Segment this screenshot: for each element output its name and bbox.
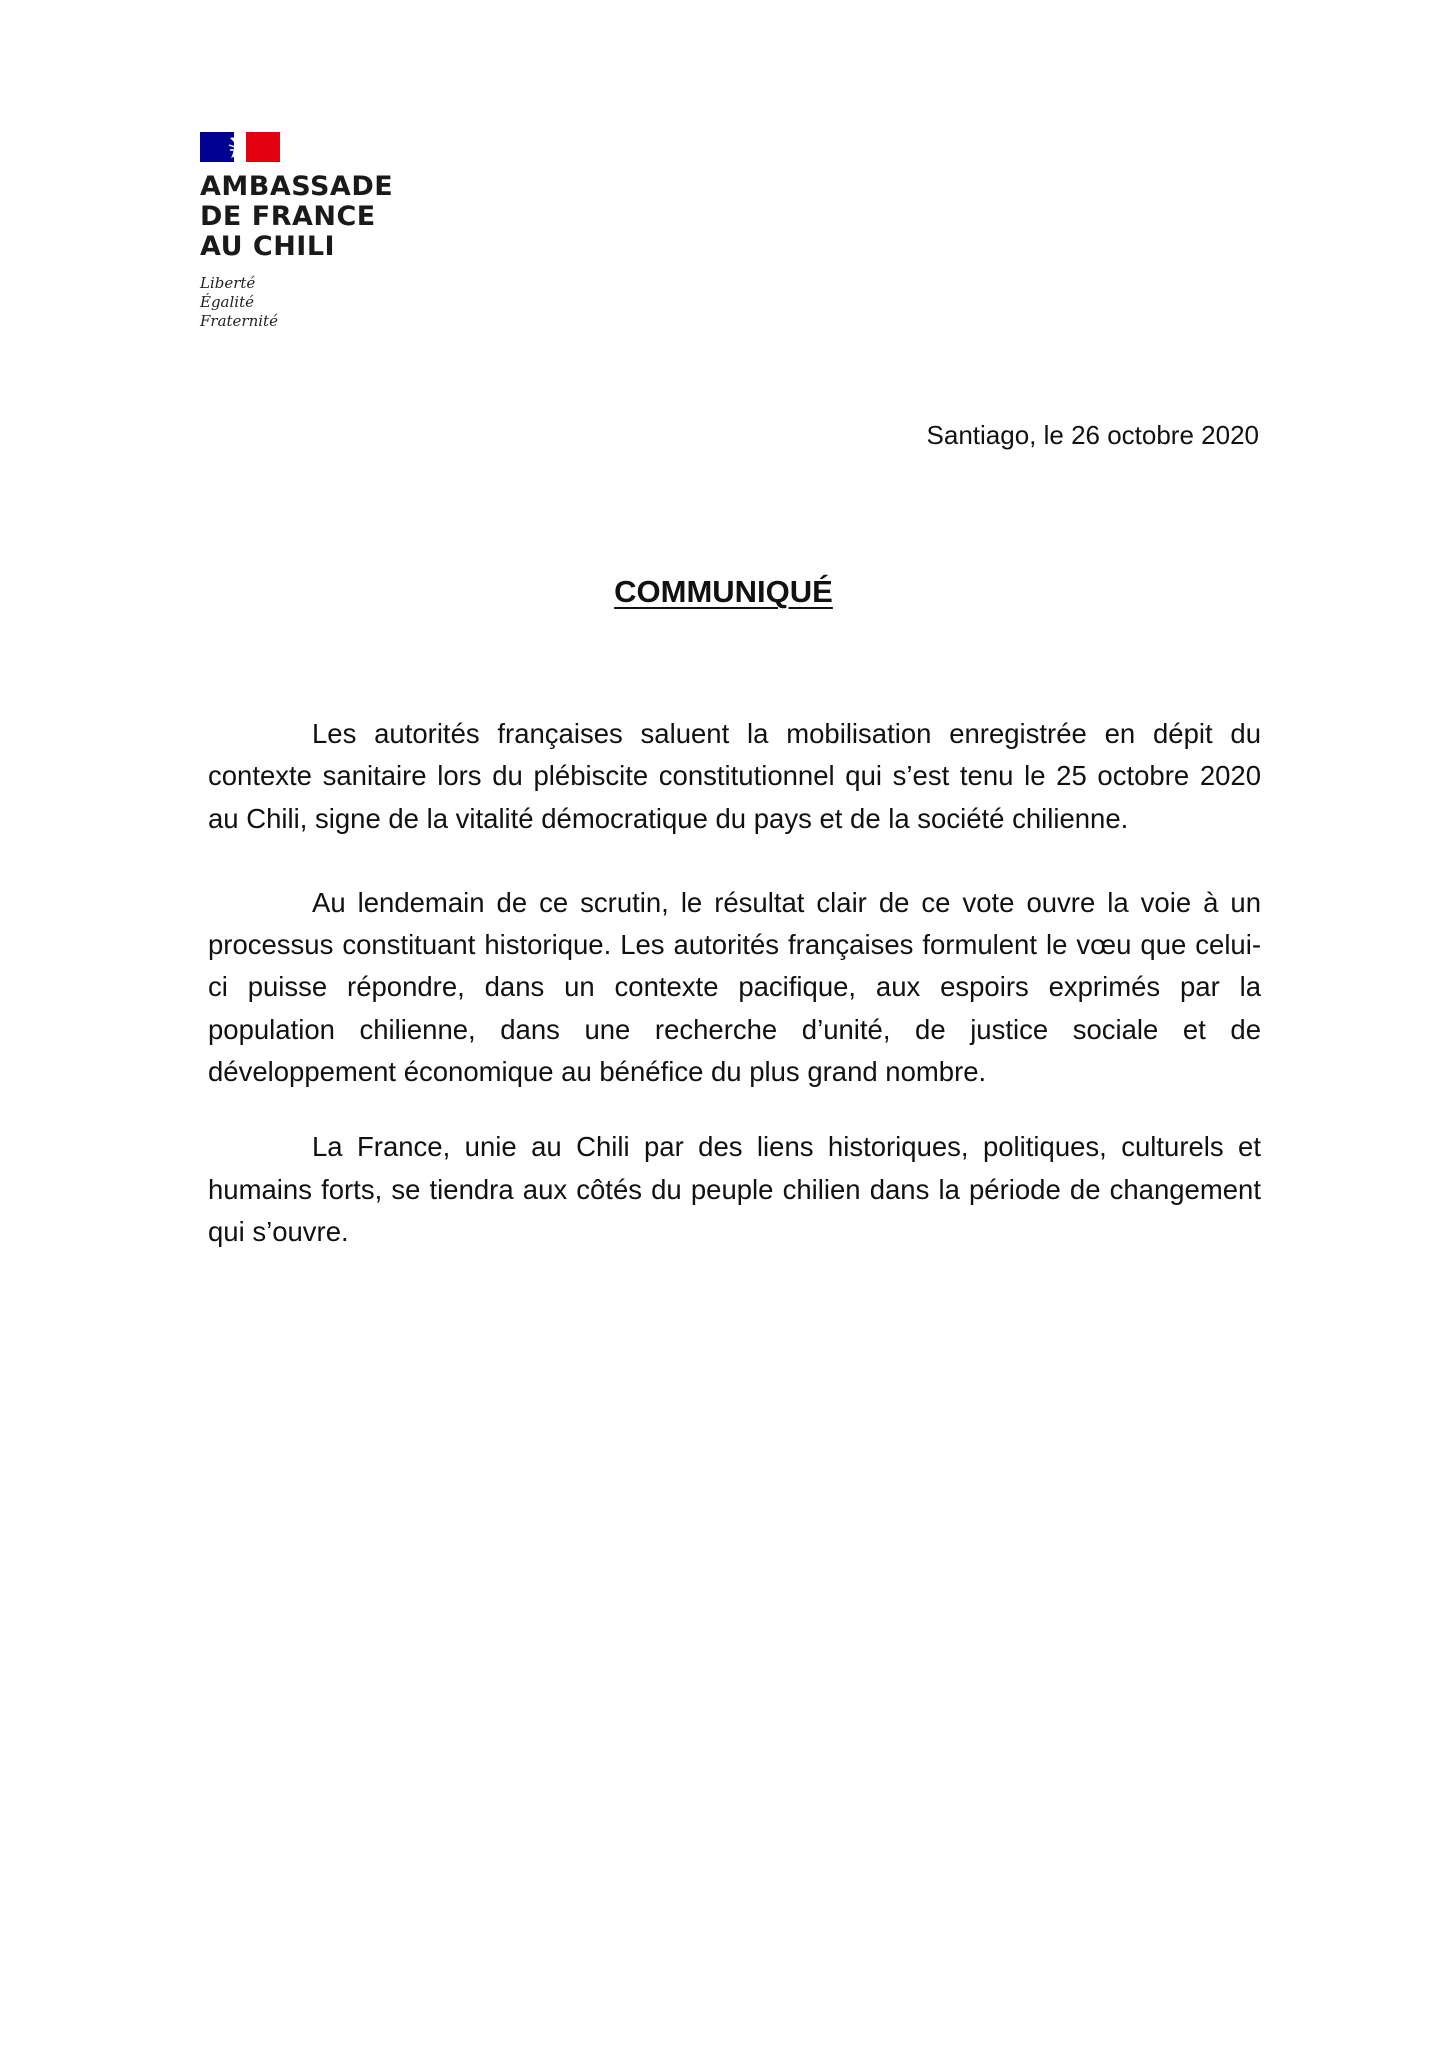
organization-line-1: AMBASSADE — [200, 171, 394, 202]
communique-body — [208, 713, 1261, 1253]
paragraph-2: Au lendemain de ce scrutin, le résultat clair de ce vote ouvre la voie à un processus constituant historique. Les autorités françaises formulent le vœu que celui-ci puisse répondre, dans un contexte pacifique, aux espoirs exprimés par la population chilienne, dans une recherche d’unité, de justice sociale et de développement économique au bénéfice du plus grand nombre. — [208, 886, 1261, 1088]
republic-motto — [200, 274, 460, 331]
embassy-logo — [200, 132, 460, 331]
motto-egalite: Égalité — [200, 293, 254, 311]
paragraph-3: La France, unie au Chili par des liens historiques, politiques, culturels et humains forts, se tiendra aux côtés du peuple chilien dans la période de changement qui s’ouvre. — [208, 1131, 1261, 1247]
marianne-flag-icon — [200, 132, 280, 162]
motto-fraternite: Fraternité — [200, 312, 278, 330]
organization-line-2: DE FRANCE — [200, 201, 376, 232]
date-line: Santiago, le 26 octobre 2020 — [926, 420, 1259, 450]
organization-line-3: AU CHILI — [200, 231, 336, 262]
paragraph-1: Les autorités françaises saluent la mobilisation enregistrée en dépit du contexte sanitaire lors du plébiscite constitutionnel qui s’est tenu le 25 octobre 2020 au Chili, signe de la vitalité démocratique du pays et de la société chilienne. — [208, 718, 1261, 834]
document-title: COMMUNIQUÉ — [614, 574, 833, 609]
motto-liberte: Liberté — [200, 274, 256, 292]
organization-name — [200, 172, 460, 262]
